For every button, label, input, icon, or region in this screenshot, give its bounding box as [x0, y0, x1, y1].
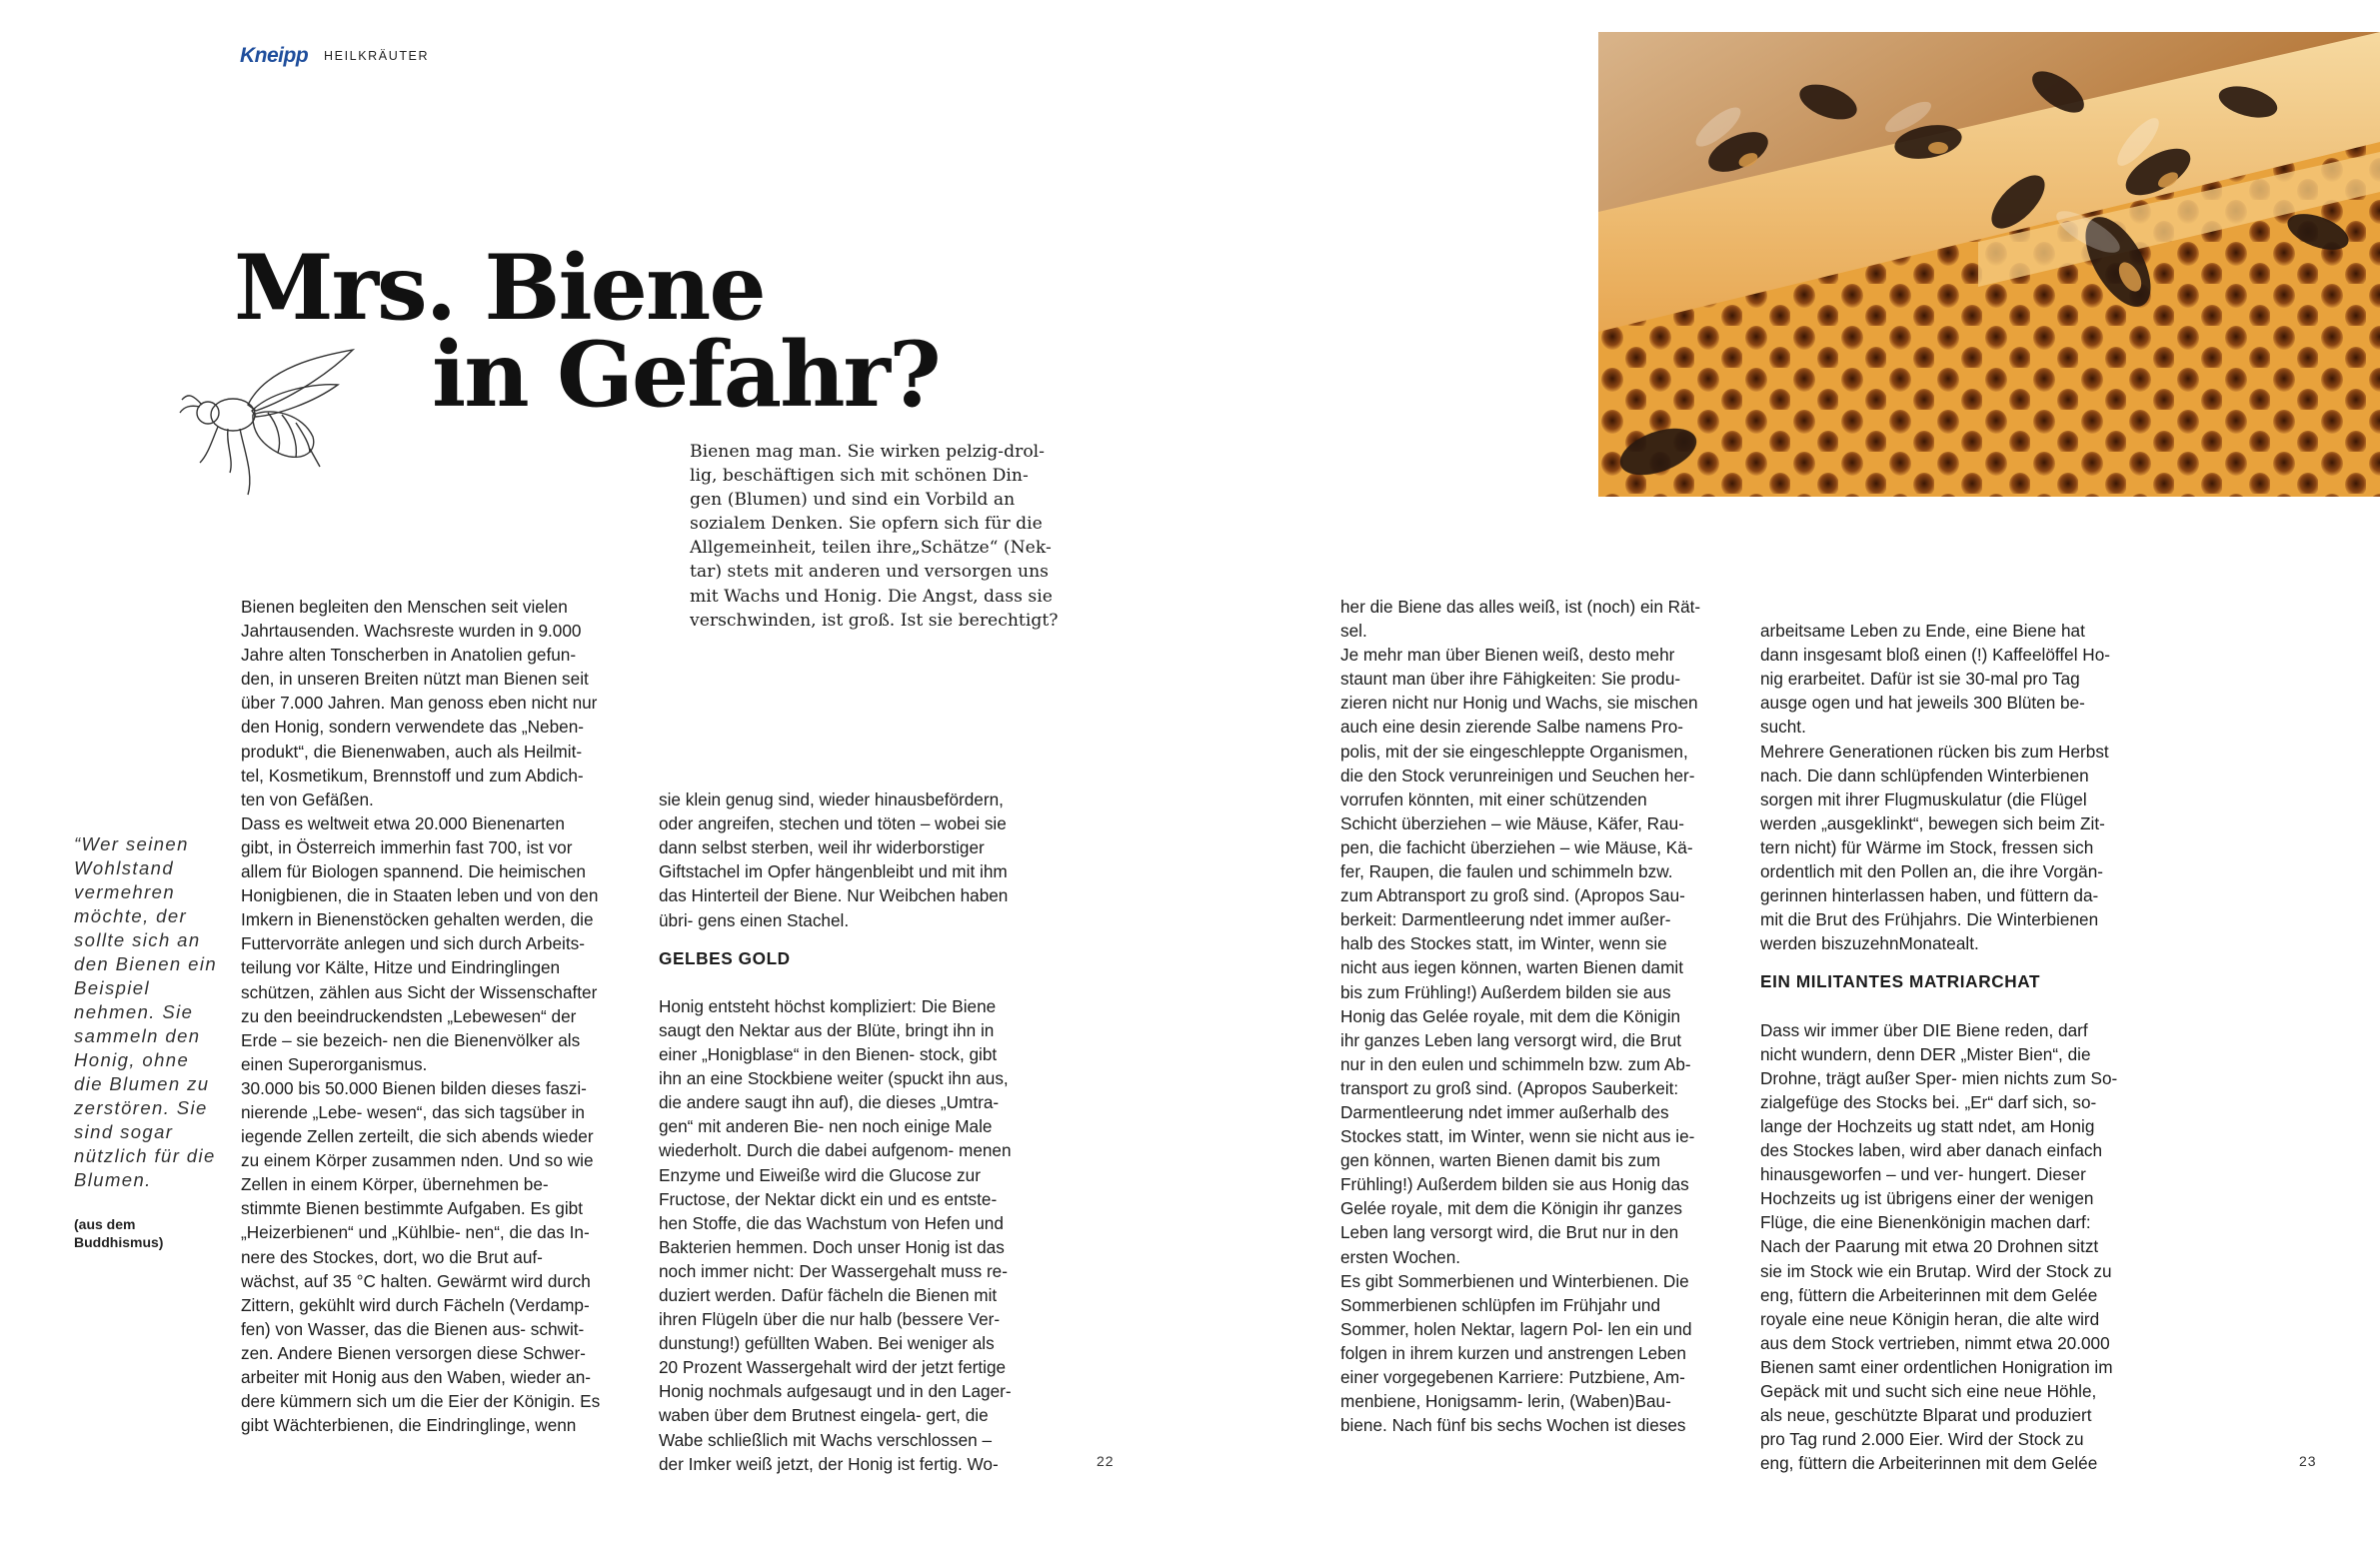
quote-source: (aus dem Buddhismus) — [74, 1216, 164, 1250]
article-column-3: her die Biene das alles weiß, ist (noch) ein Rät- sel. Je mehr man über Bienen weiß, desto mehr staunt man über ihre Fähigkeiten: Sie produ- zieren nicht nur Honig und Wachs, sie mischen auch eine desin zierende Salbe namens Pro- polis, mit der sie eingeschleppte Organismen, die den Stock verunreinigen und Seuchen her- vorrufen könnten, mit einer schützenden Schicht überziehen – wie Mäuse, Käfer, Rau- pen, die fachicht überziehen – wie Mäuse, Kä- fer, Raupen, die faulen und schimmeln bzw. zum Abtransport zu groß sind. (Apropos Sau- berkeit: Darmentleerung ndet immer außer- halb des Stockes statt, im Winter, wenn sie nicht aus iegen können, warten Bienen damit bis zum Frühling!) Außerdem bilden sie aus Honig das Gelée royale, mit dem die Königin ihr ganzes Leben lang versorgt wird, die Brut nur in den eulen und schimmeln bzw. zum Ab- transport zu groß sind. (Apropos Sauberkeit: Darmentleerung ndet immer außerhalb des Stockes statt, im Winter, wenn sie nicht aus ie- gen können, warten Bienen damit bis zum Frühling!) Außerdem bilden sie aus Honig das Gelée royale, mit dem die Königin ihr ganzes Leben lang versorgt wird, die Brut nur in den ersten Wochen. Es gibt Sommerbienen und Winterbienen. Die Sommerbienen schlüpfen im Frühjahr und Sommer, holen Nektar, lagern Pol- len ein und folgen in ihrem kurzen und anstrengen Leben einer vorgegebenen Karriere: Putzbiene, Am- menbiene, Honigsamm- lerin, (Waben)Bau- biene. Nach fünf bis sechs Wochen ist dieses — [1340, 597, 1701, 1436]
page-number-right: 23 — [2299, 1453, 2317, 1469]
article-column-1: Bienen begleiten den Menschen seit vielen Jahrtausenden. Wachsreste wurden in 9.000 Jahre alten Tonscherben in Anatolien gefun- den, in unseren Breiten nützt man Bienen seit über 7.000 Jahren. Man genoss eben nicht nur den Honig, sondern verwendete das „Neben- produkt“, die Bienenwaben, auch als Heilmit- tel, Kosmetikum, Brennstoff und zum Abdich- ten von Gefäßen. Dass es weltweit etwa 20.000 Bienenarten gibt, in Österreich immerhin fast 700, ist vor allem für Biologen spannend. Die heimischen Honigbienen, die in Staaten leben und von den Imkern in Bienenstöcken gehalten werden, die Futtervorräte anlegen und sich durch Arbeits- teilung vor Kälte, Hitze und Eindringlingen schützen, zählen aus Sicht der Wissenschafter zu den beeindruckendsten „Lebewesen“ der Erde – sie bezeich- nen die Bienenvölker als einen Superorganismus. 30.000 bis 50.000 Bienen bilden dieses faszi- nierende „Lebe- wesen“, das sich tagsüber in iegende Zellen zerteilt, die sich abends wieder zu einem Körper zusammen nden. Und so wie Zellen in einem Körper, übernehmen be- stimmte Bienen bestimmte Aufgaben. Es gibt „Heizerbienen“ und „Kühlbie- nen“, die das In- nere des Stockes, dort, wo die Brut auf- wächst, auf 35 °C halten. Gewärmt wird durch Zittern, gekühlt wird durch Fächeln (Verdamp- fen) von Wasser, das die Bienen aus- schwit- zen. Andere Bienen versorgen diese Schwer- arbeiter mit Honig aus den Waben, wieder an- dere kümmern sich um die Eier der Königin. Es gibt Wächterbienen, die Eindringlinge, wenn — [241, 597, 601, 1436]
col4-body: Dass wir immer über DIE Biene reden, darf nicht wundern, denn DER „Mister Bien“, die Drohne, trägt außer Sper- mien nichts zum So- zialgefüge des Stocks bei. „Er“ darf sich, so- lange der Hochzeits ug statt ndet, am Honig des Stockes laben, wird aber danach einfach hinausgeworfen – und ver- hungert. Dieser Hochzeits ug ist übrigens einer der wenigen Flüge, die eine Bienenkönigin machen darf: Nach der Paarung mit etwa 20 Drohnen sitzt sie im Stock wie ein Brutap. Wird der Stock zu eng, füttern die Arbeiterinnen mit dem Gelée royale eine neue Königin heran, die alte wird aus dem Stock vertrieben, nimmt etwa 20.000 Bienen samt einer ordentlichen Honigration im Gepäck mit und sucht sich eine neue Höhle, als neue, geschützte Blparat und produziert pro Tag rund 2.000 Eier. Wird der Stock zu eng, füttern die Arbeiterinnen mit dem Gelée — [1760, 1019, 2118, 1474]
title-line-2: in Gefahr? — [432, 322, 940, 428]
title-line-1: Mrs. Biene — [234, 235, 765, 341]
brand-logo: Kneipp — [240, 44, 309, 67]
article-column-4 — [1760, 595, 2165, 1475]
subheading-matriarchat: EIN MILITANTES MATRIARCHAT — [1760, 971, 2041, 992]
article-column-2 — [659, 764, 1069, 1476]
col2-intro: sie klein genug sind, wieder hinausbefördern, oder angreifen, stechen und töten – wobei sie dann selbst sterben, weil ihr widerborstiger Giftstachel im Opfer hängenbleibt und mit ihm das Hinterteil der Biene. Nur Weibchen haben übri- gens einen Stachel. — [659, 789, 1009, 930]
quote-text: “Wer seinen Wohlstand vermehren möchte, der sollte sich an den Bienen ein Beispiel nehmen. Sie sammeln den Honig, ohne die Blumen zu zerstören. Sie sind sogar nützlich für die Blumen. — [74, 833, 218, 1190]
bee-illustration — [178, 345, 358, 505]
col2-body: Honig entsteht höchst kompliziert: Die Biene saugt den Nektar aus der Blüte, bringt ihn in einer „Honigblase“ in den Bienen- stock, gibt ihn an eine Stockbiene weiter (spuckt ihn aus, die andere saugt ihn auf), die dieses „Umtra- gen“ mit anderen Bie- nen noch einige Male wiederholt. Durch die dabei aufgenom- menen Enzyme und Eiweiße wird die Glucose zur Fructose, der Nektar dickt ein und es entste- hen Stoffe, die das Wachstum von Hefen und Bakterien hemmen. Doch unser Honig ist das noch immer nicht: Der Wassergehalt muss re- duziert werden. Dafür fächeln die Bienen mit ihren Flügeln über die nur halb (bessere Ver- dunstung!) gefüllten Waben. Bei weniger als 20 Prozent Wassergehalt wird der jetzt fertige Honig nochmals aufgesaugt und in den Lager- waben über dem Brutnest eingela- gert, die Wabe schließlich mit Wachs verschlossen – der Imker weiß jetzt, der Honig ist fertig. Wo- — [659, 995, 1012, 1474]
honeycomb-photo — [1598, 32, 2380, 497]
lead-paragraph: Bienen mag man. Sie wirken pelzig-drol- lig, beschäftigen sich mit schönen Din- gen (Blumen) und sind ein Vorbild an sozialem Denken. Sie opfern sich für die Allgemeinheit, teilen ihre„Schätze“ (Nek- tar) stets mit anderen und versorgen uns mit Wachs und Honig. Die Angst, dass sie verschwinden, ist groß. Ist sie berechtigt? — [690, 442, 1059, 631]
subheading-gelbes-gold: GELBES GOLD — [659, 947, 791, 968]
section-label: HEILKRÄUTER — [324, 49, 430, 63]
col4-intro: arbeitsame Leben zu Ende, eine Biene hat dann insgesamt bloß einen (!) Kaffeelöffel Ho- nig erarbeitet. Dafür ist sie 30-mal pro Tag ausge ogen und hat jeweils 300 Blüten be- sucht. Mehrere Generationen rücken bis zum Herbst nach. Die dann schlüpfenden Winterbienen sorgen mit ihrer Flugmuskulatur (die Flügel werden „ausgeklinkt“, bewegen sich beim Zit- tern nicht) für Wärme im Stock, fressen sich ordentlich mit den Pollen an, die ihre Vorgän- gerinnen hinterlassen haben, und füttern da- mit die Brut des Frühjahrs. Die Winterbienen werden biszuzehnMonatealt. — [1760, 621, 2111, 954]
page-number-left: 22 — [1097, 1453, 1115, 1469]
